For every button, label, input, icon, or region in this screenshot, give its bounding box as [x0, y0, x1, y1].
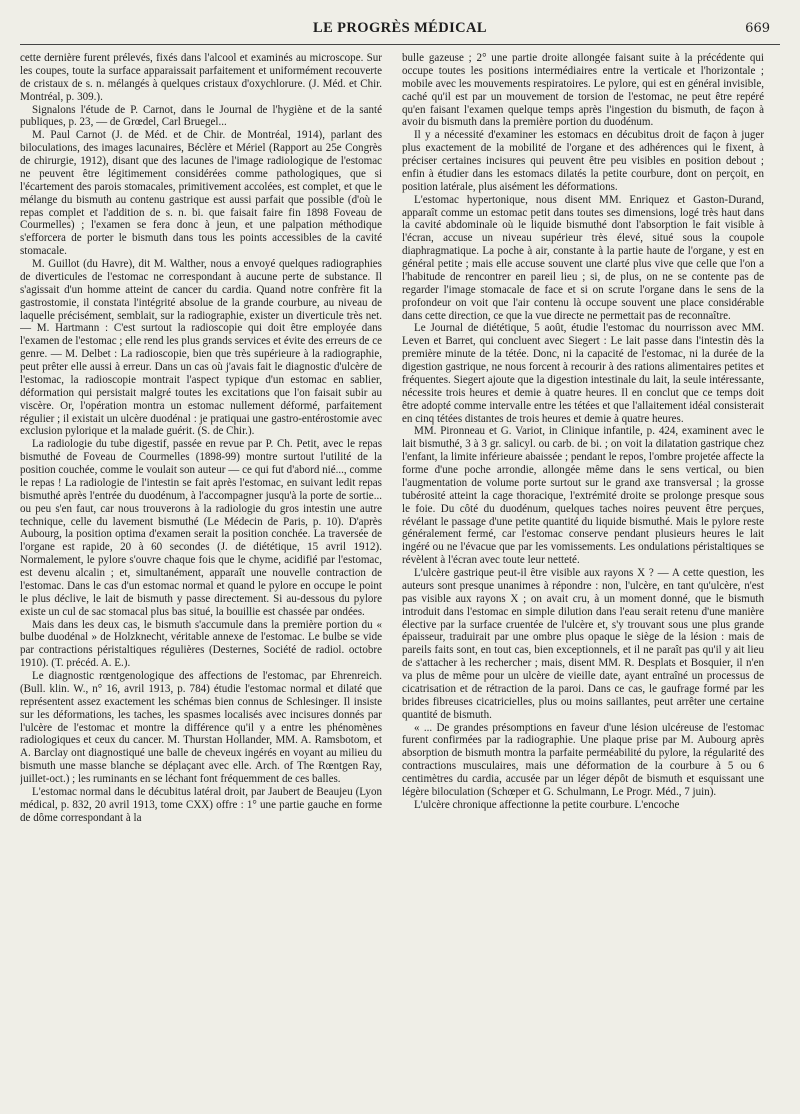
page-number: 669 — [745, 21, 770, 36]
paragraph: M. Guillot (du Havre), dit M. Walther, nous a envoyé quelques radiographies de diverticules de l'estomac ne correspondant à aucune perte de substance. Il s'agissait d'un homme atteint de cancer du cardia. Quand notre confrère fit la gastrostomie, il constata l'intégrité absolue de la grande courbure, au niveau de laquelle précisément, semblait, sur la radiographie, exister un diverticule très net. — M. Hartmann : C'est surtout la radioscopie qui doit être employée dans l'examen de l'estomac ; elle rend les plus grands services et évite des erreurs de ce genre. — M. Delbet : La radioscopie, bien que très supérieure à la radiographie, peut prêter elle aussi à erreur. Dans un cas où j'avais fait le diagnostic d'ulcère de l'estomac, la radioscopie montrait l'aspect typique d'un estomac en sablier, déformation qui persistait malgré toutes les excitations que l'on faisait subir au viscère. Or, l'opération montra un estomac nullement déformé, parfaitement régulier ; il existait un ulcère duodénal : je pratiquai une gastro-entérostomie avec exclusion pylorique et la malade guérit. (S. de Chir.). — [20, 258, 382, 438]
paragraph: Le diagnostic rœntgenologique des affections de l'estomac, par Ehrenreich. (Bull. klin. W., n° 16, avril 1913, p. 784) étudie l'estomac normal et dilaté que représentent assez exactement les schémas bien connus de Schlesinger. Il insiste sur les déformations, les taches, les spasmes localisés avec incisures donnés par l'ulcère de l'estomac et montre la différence qu'il y a entre les phénomènes radiologiques et ceux du cancer. M. Thurstan Hollander, MM. A. Ramsbotom, et A. Barclay ont diagnostiqué une balle de cheveux ingérés en voyant au milieu du bismuth une masse blanche se déplaçant avec elle. Arch. of The Rœntgen Ray, juillet-oct.) ; les ruminants en se léchant font fréquemment de ces balles. — [20, 670, 382, 785]
right-column — [402, 52, 764, 1107]
paragraph: cette dernière furent prélevés, fixés dans l'alcool et examinés au microscope. Sur les coupes, toute la surface apparaissait parfaitement et uniformément recouverte de cristaux de s. n. mélangés à quelques cristaux d'oxychlorure. (J. Méd. et Chir. Montréal, p. 309.). — [20, 52, 382, 103]
paragraph: Signalons l'étude de P. Carnot, dans le Journal de l'hygiène et de la santé publiques, p. 23, — de Grœdel, Carl Bruegel... — [20, 103, 382, 129]
paragraph: Mais dans les deux cas, le bismuth s'accumule dans la première portion du « bulbe duodénal » de Holzknecht, véritable annexe de l'estomac. Le bulbe se vide par contractions péristaltiques régulières (Desternes, Société de radiol. octobre 1910). (T. précéd. A. E.). — [20, 618, 382, 670]
paragraph: L'estomac normal dans le décubitus latéral droit, par Jaubert de Beaujeu (Lyon médical, p. 832, 20 avril 1913, tome CXX) offre : 1° une partie gauche en forme de dôme correspondant à la — [20, 785, 382, 824]
page-header — [20, 20, 780, 42]
paragraph: « ... De grandes présomptions en faveur d'une lésion ulcéreuse de l'estomac furent confirmées par la radiographie. Une plaque prise par M. Aubourg après absorption de bismuth montra la parfaite perméabilité du pylore, la régularité des contractions musculaires, mais une déformation de la courbure à 5 ou 6 centimètres du cardia, accusée par un léger dépôt de bismuth et esquissant une légère biloculation (Schœper et G. Schulmann, Le Progr. Méd., 7 juin). — [402, 721, 764, 798]
left-column — [20, 52, 382, 1107]
paragraph: Le Journal de diététique, 5 août, étudie l'estomac du nourrisson avec MM. Leven et Barret, qui concluent avec Siegert : Le lait passe dans l'intestin dès la première minute de la tétée. Donc, ni la capacité de l'estomac, ni la durée de la digestion gastrique, ne nous forcent à recourir à des rations alimentaires petites et fréquentes. Siegert ajoute que la digestion intestinale du lait, la seule intéressante, nécessite trois heures et demie à quatre heures. Il en conclut que ce temps doit être adopté comme intervalle entre les tétées et que l'allaitement idéal consisterait en cinq tétées distantes de trois heures et demie à quatre heures. — [402, 322, 764, 425]
paragraph: La radiologie du tube digestif, passée en revue par P. Ch. Petit, avec le repas bismuthé de Foveau de Courmelles (1898-99) montre surtout l'utilité de la position couchée, comme le voulait son auteur — ce qui fut d'abord nié..., comme le repas ! La radiologie de l'intestin se fait après l'estomac, en suivant ledit repas bismuthé après l'entrée du duodénum, à l'accompagner jusqu'à la porte de sortie... ou peu s'en faut, car nous trouverons à la radiologie du gros intestin une autre technique, celle du lavement bismuthé (Le Médecin de Paris, p. 10). D'après Aubourg, la position optima d'examen serait la position conchée. La traversée de l'organe est rapide, 20 à 60 secondes (J. de diététique, 15 avril 1912). Normalement, le pylore s'ouvre chaque fois que le chyme, acidifié par l'estomac, est devenu alcalin ; et, simultanément, apparaît une nouvelle contraction de l'estomac. Dans le cas d'un estomac normal et quand le pylore en occupe le point le plus déclive, le lait de bismuth y passe directement. Si au-dessous du pylore existe un cul de sac stomacal plus bas situé, la bouillie est chassée par ondées. — [20, 438, 382, 618]
header-rule — [20, 44, 780, 45]
paragraph: L'estomac hypertonique, nous disent MM. Enriquez et Gaston-Durand, apparaît comme un estomac petit dans toutes ses dimensions, logé très haut dans la cavité abdominale où le liquide bismuthé dont l'absorption le fait visible à l'écran, accuse un niveau supérieur très élevé, situé sous la coupole diaphragmatique. La poche à air, constante à la partie haute de l'organe, y est en général petite ; mais elle accuse souvent une clarté plus vive que celle que l'on a l'habitude de rencontrer en pareil lieu ; si, de plus, on ne se contente pas de regarder l'image stomacale de face et si on scrute l'organe dans le sens de la profondeur on voit que l'air contenu là occupe souvent une place considérable dans cette direction, ce que la vue directe ne permettait pas de reconnaître. — [402, 193, 764, 322]
journal-title: LE PROGRÈS MÉDICAL — [313, 20, 487, 36]
paragraph: L'ulcère gastrique peut-il être visible aux rayons X ? — A cette question, les auteurs sont presque unanimes à répondre : non, l'ulcère, en tant qu'ulcère, n'est pas visible aux rayons X ; on avait cru, à un moment donné, que le bismuth introduit dans l'estomac en simple dilution dans l'eau serait retenu d'une manière élective par la surface cruentée de l'ulcère et, s'y trouvant sous une plus grande épaisseur, traduirait par une ombre plus opaque le siège de la lésion : mais de pareils faits sont, en tout cas, bien exceptionnels, et il ne paraît pas qu'il y ait lieu de s'attacher à les rechercher ; mais, disent MM. R. Desplats et Bosquier, il n'en va plus de même pour un ulcère de vieille date, ayant entraîné un processus de cicatrisation et de rétraction de la paroi. Dans ce cas, le gaufrage formé par les brides fibreuses cicatricielles, plus ou moins saillantes, peut arrêter une certaine quantité de bismuth. — [402, 567, 764, 721]
paragraph: Il y a nécessité d'examiner les estomacs en décubitus droit de façon à juger plus exactement de la mobilité de l'organe et des adhérences qui le fixent, à préciser certaines incisures qui peuvent être peu visibles en position debout ; enfin à étudier dans les estomacs dilatés la petite courbure, dont on perçoit, en position latérale, plus aisément les déformations. — [402, 129, 764, 193]
paragraph: bulle gazeuse ; 2° une partie droite allongée faisant suite à la précédente qui occupe toutes les positions intermédiaires entre la verticale et l'horizontale ; mobile avec les mouvements respiratoires. Le pylore, qui est en général invisible, caché qu'il est par un mouvement de torsion de l'estomac, ne peut être repéré qu'en faisant l'examen quelque temps après l'ingestion du bismuth, de façon à avoir du bismuth dans la première portion du duodénum. — [402, 52, 764, 129]
paragraph: L'ulcère chronique affectionne la petite courbure. L'encoche — [414, 798, 680, 811]
paragraph: M. Paul Carnot (J. de Méd. et de Chir. de Montréal, 1914), parlant des biloculations, des images lacunaires, Béclère et Mériel (Rapport au 25e Congrès de chirurgie, 1912), disant que des lacunes de l'image radiologique de l'estomac ne peuvent être légitimement considérées comme pathologiques, que si l'écartement des parois stomacales, primitivement accolées, est complet, et que le mélange du bismuth au contenu gastrique est aussi parfait que possible (d'où le repas complet et l'addition de s. n. bi. que faisait faire fin 1898 Foveau de Courmelles) ; l'examen se fera donc à jeun, et une palpation méthodique s'efforcera de porter le bismuth dans tous les points accessibles de la cavité stomacale. — [20, 129, 382, 258]
paragraph: MM. Pironneau et G. Variot, in Clinique infantile, p. 424, examinent avec le lait bismuthé, 3 à 3 gr. salicyl. ou carb. de bi. ; on voit la dilatation gastrique chez l'enfant, la limite inférieure abaissée ; pendant le repos, l'ombre projetée affecte la forme d'une poche arrondie, allongée même dans le sens vertical, ou bien l'augmentation de volume porte surtout sur le grand axe transversal ; la grosse tubérosité atteint la cage thoracique, l'extrémité droite se prolonge presque sous le foie. Du côté du duodénum, quelques taches noires peuvent être perçues, révélant le passage d'une petite quantité du liquide bismuthé. Mais le pylore reste généralement fermé, car l'estomac conserve pendant plusieurs heures le lait ingéré ou ne l'évacue que par les vomissements. Les ondulations péristaltiques se révèlent à l'écran avec toute leur netteté. — [402, 425, 764, 567]
